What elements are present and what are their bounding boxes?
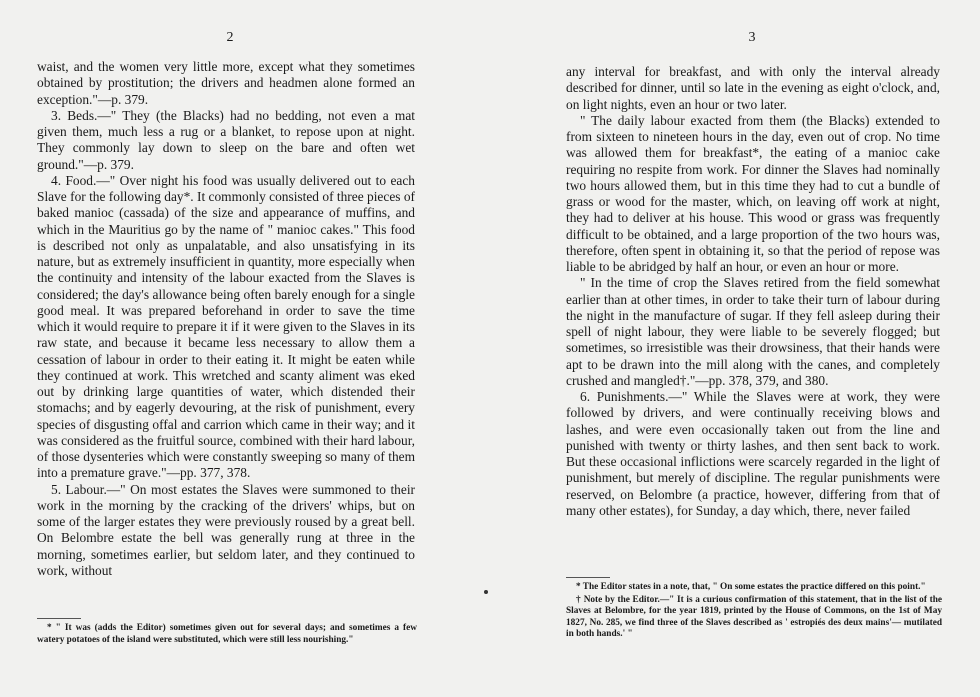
footnotes bbox=[566, 582, 942, 641]
paragraph-food: 4. Food.—" Over night his food was usually delivered out to each Slave for the following day*. It commonly consisted of three pieces of baked manioc (cassada) of the size and appearance of muffins, and which in the Mauritius go by the name of " manioc cakes." This food is described not only as unpalatable, and also unsatisfying in its nature, but as extremely insufficient in quantity, more especially when the continuity and intensity of the labour exacted from the Slaves is considered; the day's allowance being often barely enough for a single good meal. It was prepared beforehand in order to save the time which it would require to prepare it if it were given to the Slaves in its raw state, and because it became less necessary to allow them a cessation of labour in order to their eating it. It might be eaten while they continued at work. This wretched and scanty aliment was eked out by drinking large quantities of water, which distended their stomachs; and by eagerly devouring, at the risk of punishment, every species of disgusting offal and carrion which came in their way; and it was considered as the fruitful source, combined with their hard labour, of those dysenteries which were constantly sweeping so many of them into a premature grave."—pp. 377, 378. bbox=[37, 172, 416, 481]
footnote-rule bbox=[37, 618, 81, 619]
paragraph: waist, and the women very little more, except what they sometimes obtained by prostitution; the drivers and headmen alone formed an exception."—p. 379. bbox=[37, 59, 415, 107]
body-text bbox=[37, 59, 415, 579]
page-number: 3 bbox=[748, 30, 756, 45]
footnote: * The Editor states in a note, that, " On some estates the practice differed on this point." bbox=[576, 582, 926, 592]
paragraph-beds: 3. Beds.—" They (the Blacks) had no bedding, not even a mat given them, much less a rug or a blanket, to repose upon at night. They commonly lay down to sleep on the bare and often wet ground."—p. 379. bbox=[37, 107, 415, 172]
footnotes bbox=[37, 623, 417, 646]
paragraph-punishments: 6. Punishments.—" While the Slaves were at work, they were followed by drivers, and were continually receiving blows and lashes, and were even occasionally taken out from the line and punished with twenty or thirty lashes, and then sent back to work. But these occasional inflictions were scarcely regarded in the light of punishment, but merely of discipline. The regular punishments were reserved, on Belombre (a practice, however, differing from that of many other estates), for Sunday, a day which, there, never failed bbox=[566, 389, 940, 518]
body-text bbox=[566, 64, 940, 519]
paragraph-crop: " In the time of crop the Slaves retired from the field somewhat earlier than at other times, in order to take their turn of labour during the night in the manufacture of sugar. If they fell asleep during their spell of night labour, they were liable to be severely flogged; but sometimes, so irresistible was their drowsiness, that their hands were apt to be drawn into the mill along with the canes, and completely crushed and mangled†."—pp. 378, 379, and 380. bbox=[566, 275, 940, 388]
footnote: † Note by the Editor.—" It is a curious confirmation of this statement, that in the list of the Slaves at Belombre, for the year 1819, printed by the House of Commons, on the 1st of May 1827, No. 285, we find three of the Slaves described as ' estropiés des deux mains'— mutilated in both hands.' " bbox=[566, 594, 942, 639]
paragraph-labour: 5. Labour.—" On most estates the Slaves were summoned to their work in the morning by the cracking of the drivers' whips, but on some of the larger estates they were previously roused by a great bell. On Belombre estate the bell was generally rung at three in the morning, sometimes earlier, but seldom later, and they continued to work, without bbox=[37, 481, 415, 578]
right-page bbox=[470, 0, 980, 697]
footnote-rule bbox=[566, 577, 610, 578]
paragraph-daily-labour: " The daily labour exacted from them (the Blacks) extended to from sixteen to nineteen hours in the day, even out of crop. No time was allowed them for breakfast*, the eating of a manioc cake requiring no respite from work. For dinner the Slaves had nominally two hours allowed them, but in this time they had to cut a bundle of grass or wood for the master, which, on leaving off work at night, they had to deliver at his house. This wood or grass was frequently difficult to be obtained, and a large proportion of the two hours was, therefore, often spent in obtaining it, so that the period of repose was liable to be abridged by half an hour, or even an hour or more. bbox=[566, 112, 940, 274]
paragraph: any interval for breakfast, and with only the interval already described for dinner, until so late in the evening as eight o'clock, and, on light nights, even an hour or two later. bbox=[566, 64, 940, 112]
left-page bbox=[0, 0, 470, 697]
footnote: * " It was (adds the Editor) sometimes given out for several days; and sometimes a few watery potatoes of the island were substituted, which were still less nourishing." bbox=[37, 623, 417, 645]
page-number: 2 bbox=[226, 30, 234, 45]
